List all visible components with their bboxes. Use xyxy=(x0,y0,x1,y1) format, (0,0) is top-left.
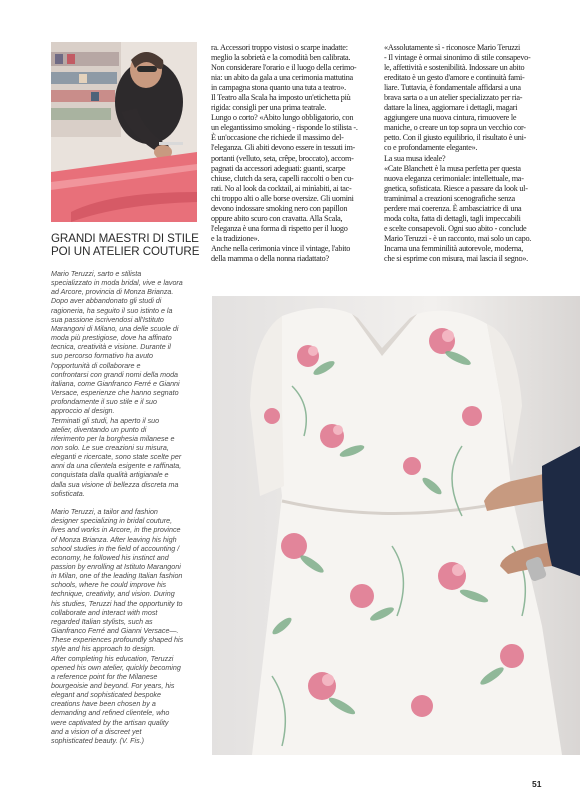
bio-it-line: non solo. Le sue creazioni su misura, xyxy=(51,443,169,452)
article-line: Anche nella cerimonia vince il vintage, l'abito xyxy=(211,243,351,253)
bio-en-line: collaborate and interact with most xyxy=(51,608,158,617)
bio-it-line: riferimento per la borghesia milanese e xyxy=(51,434,175,443)
article-line: l'eleganza è una forma di rispetto per il luogo xyxy=(211,223,348,233)
article-line: liare. Tuttavia, è fondamentale affidarsi a una xyxy=(384,83,521,93)
bio-it-line: Mario Teruzzi, sarto e stilista xyxy=(51,270,142,278)
bio-en-line: passion by enrolling at Istituto Marangoni xyxy=(51,562,181,571)
article-line: e scelte consapevoli. Ogni suo abito - conclude xyxy=(384,223,527,233)
bio-it-line: anni da una clientela esigente e raffinata, xyxy=(51,462,182,471)
bio-it-line: moda più prestigiose, dove ha affinato xyxy=(51,334,172,343)
article-line: brava sarta o a un atelier specializzato per ria- xyxy=(384,93,523,103)
article-line: maniche, o creare un top sopra un vecchio cor- xyxy=(384,123,526,133)
designer-bio xyxy=(51,270,199,746)
bio-en-line: his studies, Teruzzi had the opportunity to xyxy=(51,599,183,608)
bio-en-line: elegant and sophisticated bespoke xyxy=(51,691,161,700)
article-line: petto. Con il giusto equilibrio, il risultato è uni- xyxy=(384,133,527,143)
article-line: Mario Teruzzi - è un racconto, mai solo un capo. xyxy=(384,233,532,243)
sidebar-heading xyxy=(51,232,201,258)
article-line: in campagna stona quanto una tuta a teatro». xyxy=(211,83,346,93)
bio-it-line: ragioneria, ha seguito il suo istinto e la xyxy=(51,306,173,315)
bio-en-line: lives and works in Arcore, in the province xyxy=(51,526,181,535)
article-line: pagnati da accessori adeguati: guanti, scarpe xyxy=(211,163,346,173)
bio-en-line: designer specializing in bridal couture, xyxy=(51,517,173,526)
bio-en-line: were captivated by the artisan quality xyxy=(51,718,169,727)
bio-en-line: opened his own atelier, quickly becoming xyxy=(51,663,181,672)
bio-it-line: suo percorso formativo ha avuto xyxy=(51,352,154,361)
article-line: Il Teatro alla Scala ha imposto un'etichetta più xyxy=(211,93,351,103)
article-column-right xyxy=(384,43,542,264)
article-line: «Cate Blanchett è la musa perfetta per questa xyxy=(384,163,521,173)
bio-it-line: Terminati gli studi, ha aperto il suo xyxy=(51,416,160,425)
bio-en-line: Mario Teruzzi, a tailor and fashion xyxy=(51,508,158,517)
article-line: e la tradizione». xyxy=(211,233,260,243)
article-line: perdere mai coerenza. È ambasciatrice di una xyxy=(384,203,522,213)
article-line: della mamma o della nonna riadattato? xyxy=(211,253,329,263)
article-line: ra. Accessori troppo vistosi o scarpe inadatte: xyxy=(211,43,348,52)
article-line: chi troppo alti o alle borse oversize. Gli uomini xyxy=(211,193,354,203)
bio-en-line: a reference point for the Milanese xyxy=(51,672,158,681)
bio-it-line: l'opportunità di collaborare e xyxy=(51,361,141,370)
bio-it-line: eleganti e ricercate, sono state scelte per xyxy=(51,453,182,462)
article-line: chiuse, clutch da sera, capelli raccolti o ben cu- xyxy=(211,173,354,183)
article-line: La sua musa ideale? xyxy=(384,153,446,163)
bio-en-line: technique, creativity, and vision. During xyxy=(51,590,175,599)
article-line: portanti (velluto, seta, crêpe, broccato), accom- xyxy=(211,153,354,163)
article-line: gnetica, sofisticata. Riesce a passare da look ul- xyxy=(384,183,528,193)
bio-it-line: conquistata dalla qualità artigianale e xyxy=(51,471,169,480)
bio-en-line: Gianfranco Ferré and Gianni Versace—. xyxy=(51,627,179,636)
bio-it-line: Dopo aver abbandonato gli studi di xyxy=(51,297,162,306)
bio-en-line: economy, he followed his instinct and xyxy=(51,553,169,562)
article-line: l'eleganza. Gli abiti devono essere in tessuti im- xyxy=(211,143,356,153)
bio-it-line: profondamente il suo stile e il suo xyxy=(51,398,157,407)
bio-en-line: bourgeoisie and beyond. For years, his xyxy=(51,682,175,691)
dress-fitting-photo xyxy=(212,296,580,755)
article-line: moda colta, fatta di dettagli, tagli impeccabili xyxy=(384,213,521,223)
article-line: rigida: consigli per una prima teatrale. xyxy=(211,103,327,113)
article-line: nia: un abito da gala a una cerimonia mattutina xyxy=(211,73,353,83)
article-line: Incarna una femminilità autorevole, moderna, xyxy=(384,243,524,253)
bio-en-line: schools, where he could improve his xyxy=(51,581,167,590)
article-line: aggiungere una nuova cintura, rimuovere le xyxy=(384,113,517,123)
bio-it-line: confrontarsi con grandi nomi della moda xyxy=(51,370,179,379)
bio-it-line: atelier, diventando un punto di xyxy=(51,425,147,434)
bio-it-line: sofisticata. xyxy=(51,489,85,498)
sidebar-heading-line: GRANDI MAESTRI DI STILE xyxy=(51,232,199,245)
article-line: oppure abito scuro con cravatta. Alla Scala, xyxy=(211,213,343,223)
bio-en-line: sophisticated beauty. (V. Fis.) xyxy=(51,736,144,745)
bio-it-line: specializzato in moda bridal, vive e lavora xyxy=(51,279,183,288)
bio-it-line: ad Arcore, provincia di Monza Brianza. xyxy=(51,288,174,297)
article-line: un elegantissimo smoking - risponde lo stilista -. xyxy=(211,123,358,133)
bio-en-line: After completing his education, Teruzzi xyxy=(51,654,174,663)
bio-en-line: These experiences profoundly shaped his xyxy=(51,636,184,645)
article-line: Non considerare l'orario e il luogo della cerimo- xyxy=(211,63,357,73)
bio-it-line: Marangoni di Milano, una delle scuole di xyxy=(51,324,179,333)
sidebar-heading-line: POI UN ATELIER COUTURE xyxy=(51,245,200,258)
bio-it-line: tecnica, creatività e visione. Durante il xyxy=(51,343,171,352)
article-line: devono indossare smoking nero con papillon xyxy=(211,203,348,213)
article-line: che si esprime con misura, mai lascia il segno». xyxy=(384,253,528,263)
article-line: dattare la linea, aggiornare i dettagli, magari xyxy=(384,103,518,113)
article-line: ereditato è un gesto d'amore e continuità fami- xyxy=(384,73,525,83)
bio-it-line: dalla sua visione di bellezza discreta ma xyxy=(51,480,179,489)
bio-en-line: in Milan, one of the leading Italian fashion xyxy=(51,572,183,581)
bio-en-line: school studies in the field of accounting / xyxy=(51,544,180,553)
article-line: - Il vintage è ormai sinonimo di stile consapevo- xyxy=(384,53,531,63)
article-line: traminimal a creazioni scenografiche senza xyxy=(384,193,515,203)
article-line: È un'occasione che richiede il massimo del- xyxy=(211,133,344,143)
article-line: nuova eleganza cerimoniale: intellettuale, ma- xyxy=(384,173,524,183)
bio-en-line: style and his approach to design. xyxy=(51,645,156,654)
article-line: «Assolutamente sì - riconosce Mario Teruzzi xyxy=(384,43,521,52)
page-number: 51 xyxy=(532,779,542,789)
article-line: Lungo o corto? «Abito lungo obbligatorio, con xyxy=(211,113,354,123)
bio-en-line: of Monza Brianza. After leaving his high xyxy=(51,535,177,544)
bio-en-line: and a vision of a discreet yet xyxy=(51,727,142,736)
tailor-photo xyxy=(51,42,197,222)
bio-en-line: demanding and refined clientele, who xyxy=(51,709,170,718)
bio-it-line: approccio al design. xyxy=(51,407,115,416)
bio-it-line: sua passione iscrivendosi all'Istituto xyxy=(51,315,164,324)
bio-en-line: creations have been chosen by a xyxy=(51,700,156,709)
bio-it-line: italiana, come Gianfranco Ferré e Gianni xyxy=(51,379,180,388)
article-line: rati. No al look da cocktail, ai minìabiti, ai tac- xyxy=(211,183,352,193)
article-line: co e profondamente elegante». xyxy=(384,143,478,153)
article-column-middle xyxy=(211,43,369,264)
article-line: meglio la sobrietà e la comodità ben calibrata. xyxy=(211,53,351,63)
bio-it-line: Versace, esperienze che hanno segnato xyxy=(51,389,179,398)
bio-en-line: regarded Italian stylists, such as xyxy=(51,617,153,626)
article-line: le, affettività e sostenibilità. Indossare un abito xyxy=(384,63,525,73)
